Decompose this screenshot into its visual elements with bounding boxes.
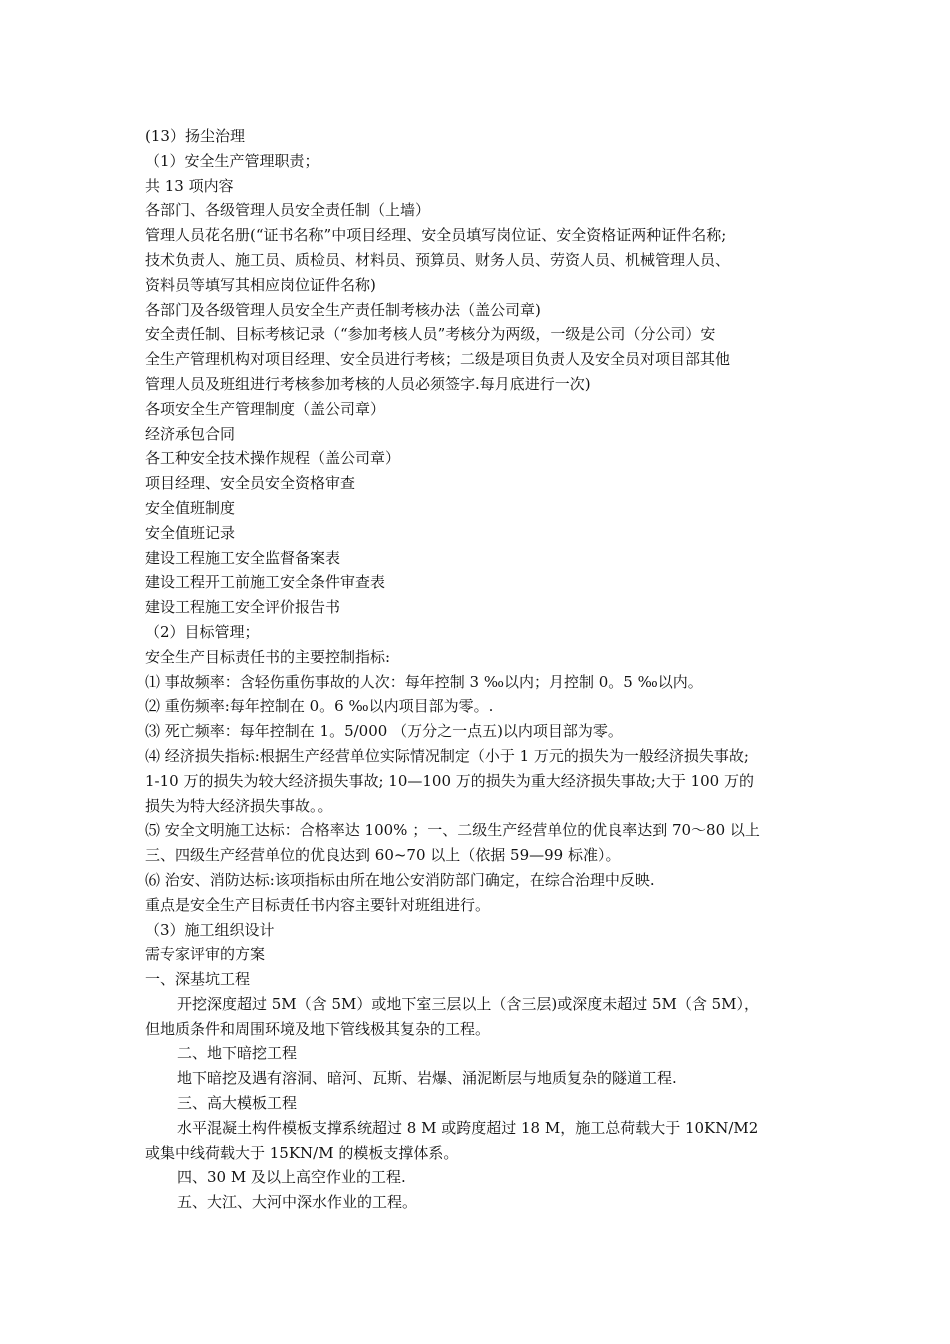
text-line: 但地质条件和周围环境及地下管线极其复杂的工程。 [145, 1019, 491, 1038]
indicator-item: ⑴ 事故频率：含轻伤重伤事故的人次：每年控制 3 ‰以内；月控制 0。5 ‰以内。 [145, 672, 703, 691]
text-line: 项目经理、安全员安全资格审查 [145, 474, 356, 493]
indented-line: 水平混凝土构件模板支撑系统超过 8 M 或跨度超过 18 M，施工总荷载大于 10KN/M2 [177, 1118, 759, 1137]
indented-line: 地下暗挖及遇有溶洞、暗河、瓦斯、岩爆、涌泥断层与地质复杂的隧道工程. [177, 1069, 677, 1088]
indented-line: 四、30 M 及以上高空作业的工程. [177, 1168, 406, 1187]
text-line: 全生产管理机构对项目经理、安全员进行考核；二级是项目负责人及安全员对项目部其他 [145, 350, 731, 369]
text-line: 各部门及各级管理人员安全生产责任制考核办法（盖公司章) [145, 300, 541, 319]
text-line: 安全生产目标责任书的主要控制指标: [145, 647, 391, 666]
text-line: 共 13 项内容 [145, 176, 234, 195]
text-line: 各项安全生产管理制度（盖公司章） [145, 399, 386, 418]
heading-target-management: （2）目标管理； [145, 622, 260, 641]
text-line: 管理人员花名册(“证书名称”中项目经理、安全员填写岗位证、安全资格证两种证件名称; [145, 226, 727, 245]
text-line: 一、深基坑工程 [145, 970, 251, 989]
indicator-item: ⑶ 死亡频率：每年控制在 1。5/000 （万分之一点五)以内项目部为零。 [145, 722, 623, 741]
indented-line: 二、地下暗挖工程 [177, 1044, 298, 1063]
indicator-item: ⑹ 治安、消防达标:该项指标由所在地公安消防部门确定，在综合治理中反映. [145, 870, 655, 889]
text-line: 各工种安全技术操作规程（盖公司章） [145, 449, 401, 468]
indented-line: 五、大江、大河中深水作业的工程。 [177, 1193, 418, 1212]
indicator-item: ⑸ 安全文明施工达标：合格率达 100% ；一、二级生产经营单位的优良率达到 70～80 以上 [145, 821, 760, 840]
indicator-item: ⑵ 重伤频率:每年控制在 0。6 ‰以内项目部为零。. [145, 697, 494, 716]
text-line: 建设工程施工安全监督备案表 [145, 548, 341, 567]
text-line: 技术负责人、施工员、质检员、材料员、预算员、财务人员、劳资人员、机械管理人员、 [145, 250, 731, 269]
document-body [145, 124, 810, 1215]
heading-construction-design: （3）施工组织设计 [145, 920, 275, 939]
heading-safety-duties: （1）安全生产管理职责； [145, 151, 320, 170]
heading-dust-control: (13）扬尘治理 [145, 127, 245, 145]
indented-line: 三、高大模板工程 [177, 1094, 298, 1113]
text-line: 1-10 万的损失为较大经济损失事故; 10—100 万的损失为重大经济损失事故;大于 100 万的 [145, 771, 754, 790]
text-line: 建设工程施工安全评价报告书 [145, 598, 341, 617]
text-line: 经济承包合同 [145, 424, 236, 443]
text-line: 管理人员及班组进行考核参加考核的人员必须签字.每月底进行一次) [145, 374, 591, 393]
text-line: 需专家评审的方案 [145, 945, 266, 964]
text-line: 或集中线荷载大于 15KN/M 的模板支撑体系。 [145, 1143, 459, 1162]
text-line: 资料员等填写其相应岗位证件名称) [145, 275, 376, 294]
text-line: 安全值班记录 [145, 523, 236, 542]
text-line: 安全值班制度 [145, 498, 236, 517]
text-line: 各部门、各级管理人员安全责任制（上墙） [145, 201, 431, 220]
text-line: 安全责任制、目标考核记录（“参加考核人员”考核分为两级，一级是公司（分公司）安 [145, 325, 716, 344]
text-line: 三、四级生产经营单位的优良达到 60~70 以上（依据 59—99 标准）。 [145, 846, 621, 865]
text-line: 损失为特大经济损失事故。。 [145, 796, 333, 815]
text-line: 重点是安全生产目标责任书内容主要针对班组进行。 [145, 895, 491, 914]
indicator-item: ⑷ 经济损失指标:根据生产经营单位实际情况制定（小于 1 万元的损失为一般经济损失事故; [145, 746, 749, 765]
text-line: 建设工程开工前施工安全条件审查表 [145, 573, 386, 592]
indented-line: 开挖深度超过 5M（含 5M）或地下室三层以上（含三层)或深度未超过 5M（含 5M）， [177, 994, 760, 1013]
